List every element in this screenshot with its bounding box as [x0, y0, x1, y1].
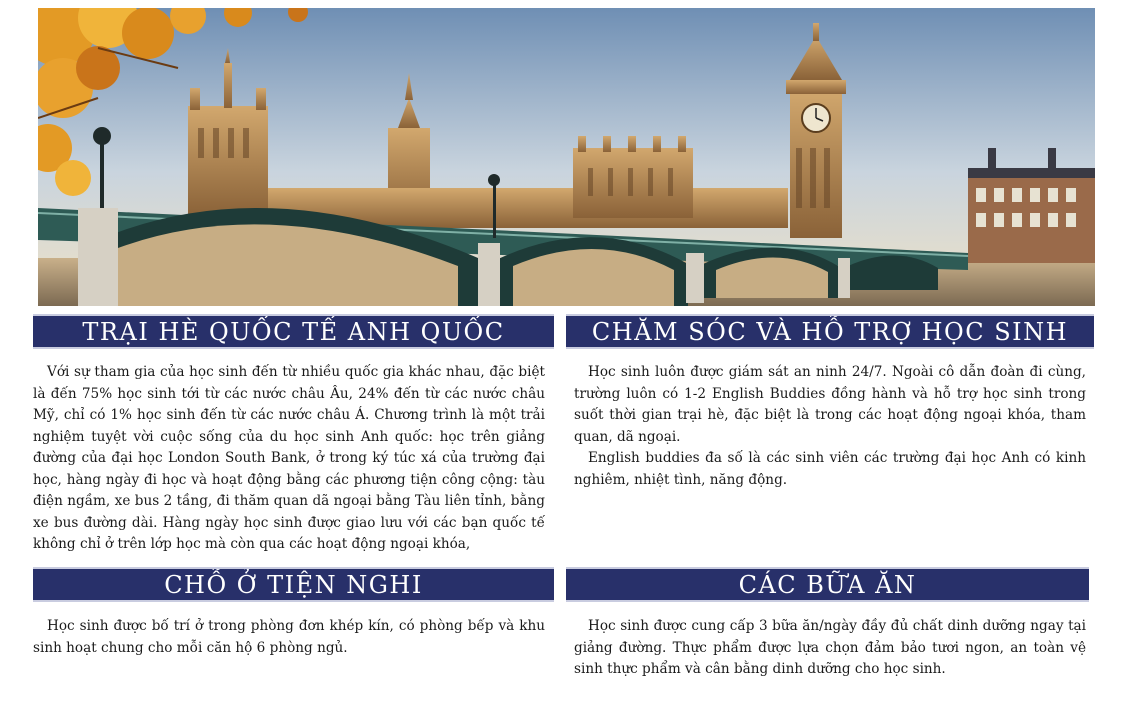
accommodation-text	[33, 616, 545, 659]
student-care-title: CHĂM SÓC VÀ HỖ TRỢ HỌC SINH	[591, 318, 1069, 346]
meals-banner	[566, 567, 1089, 602]
summer-camp-text	[33, 362, 545, 556]
meals-paragraph: Học sinh được cung cấp 3 bữa ăn/ngày đầy đủ chất dinh dưỡng ngay tại giảng đường. Thực phẩm được lựa chọn đảm bảo tươi ngon, an toàn vệ sinh thực phẩm và cân bằng dinh dưỡng cho học sinh.	[574, 618, 1086, 677]
meals-title: CÁC BỮA ĂN	[738, 571, 917, 599]
hero-image	[38, 8, 1095, 306]
accommodation-paragraph: Học sinh được bố trí ở trong phòng đơn khép kín, có phòng bếp và khu sinh hoạt chung cho mỗi căn hộ 6 phòng ngủ.	[33, 618, 545, 656]
student-care-banner	[566, 314, 1094, 349]
summer-camp-banner	[33, 314, 554, 349]
student-care-paragraph-2: English buddies đa số là các sinh viên các trường đại học Anh có kinh nghiêm, nhiệt tình, năng động.	[574, 450, 1086, 488]
student-care-paragraph-1: Học sinh luôn được giám sát an ninh 24/7. Ngoài cô dẫn đoàn đi cùng, trường luôn có 1-2 English Buddies đồng hành và hỗ trợ học sinh trong suốt thời gian trại hè, đặc biệt là trong các hoạt động ngoại khóa, tham quan, dã ngoại.	[574, 364, 1086, 445]
summer-camp-title: TRẠI HÈ QUỐC TẾ ANH QUỐC	[82, 318, 505, 346]
summer-camp-paragraph: Với sự tham gia của học sinh đến từ nhiều quốc gia khác nhau, đặc biệt là đến 75% học sinh tới từ các nước châu Âu, 24% đến từ các nước châu Mỹ, chỉ có 1% học sinh đến từ các nước châu Á. Chương trình là một trải nghiệm tuyệt vời cuộc sống của du học sinh Anh quốc: học trên giảng đường của đại học London South Bank, ở trong ký túc xá của trường đại học, hàng ngày đi học và hoạt động bằng các phương tiện công cộng: tàu điện ngầm, xe bus 2 tầng, đi thăm quan dã ngoại bằng Tàu liên tỉnh, bằng xe bus đường dài. Hàng ngày học sinh được giao lưu với các bạn quốc tế không chỉ ở trên lớp học mà còn qua các hoạt động ngoại khóa,	[33, 364, 545, 552]
accommodation-banner	[33, 567, 554, 602]
accommodation-title: CHỖ Ở TIỆN NGHI	[164, 571, 423, 599]
student-care-text	[574, 362, 1086, 491]
meals-text	[574, 616, 1086, 681]
